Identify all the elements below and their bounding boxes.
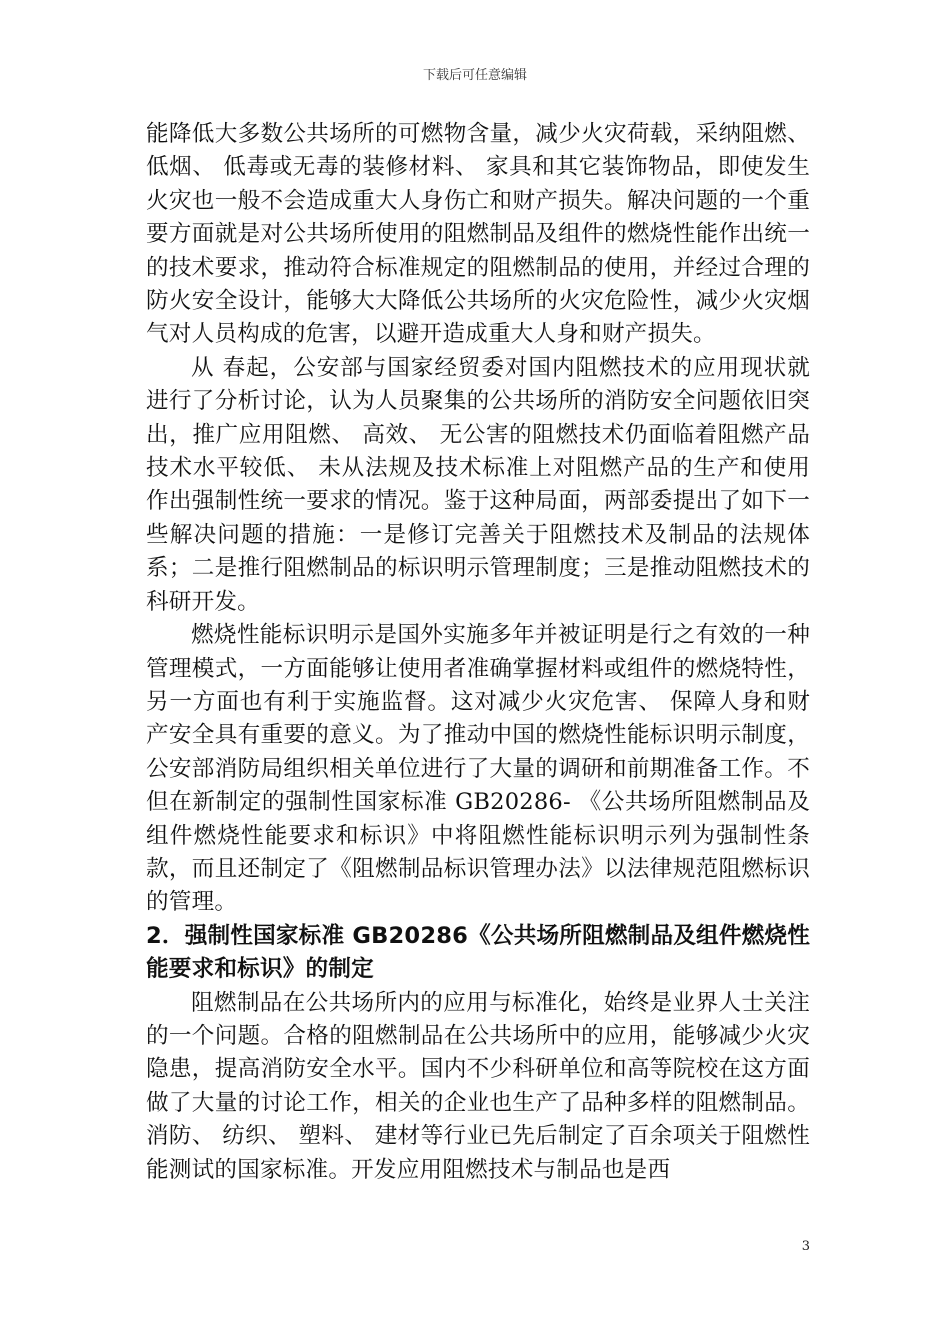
paragraph-4: 阻燃制品在公共场所内的应用与标准化，始终是业界人士关注的一个问题。合格的阻燃制品在公共场所中的应用，能够减少火灾隐患，提高消防安全水平。国内不少科研单位和高等院校在这方面做了大量的讨论工作，相关的企业也生产了品种多样的阻燃制品。消防、 纺织、 塑料、 建材等行业已先后制定了百余项关于阻燃性能测试的国家标准。开发应用阻燃技术与制品也是西 (146, 989, 810, 1183)
paragraph-3: 燃烧性能标识明示是国外实施多年并被证明是行之有效的一种管理模式，一方面能够让使用者准确掌握材料或组件的燃烧特性，另一方面也有利于实施监督。这对减少火灾危害、 保障人身和财产安全具有重要的意义。为了推动中国的燃烧性能标识明示制度，公安部消防局组织相关单位进行了大量的调研和前期准备工作。不但在新制定的强制性国家标准 GB20286- 《公共场所阻燃制品及组件燃烧性能要求和标识》中将阻燃性能标识明示列为强制性条款，而且还制定了《阻燃制品标识管理办法》以法律规范阻燃标识的管理。 (146, 622, 810, 916)
section-heading: 2．强制性国家标准 GB20286《公共场所阻燃制品及组件燃烧性能要求和标识》的制定 (146, 922, 811, 983)
document-body (146, 118, 810, 1187)
page-number: 3 (801, 1239, 810, 1254)
paragraph-2: 从 春起，公安部与国家经贸委对国内阻燃技术的应用现状就进行了分析讨论，认为人员聚集的公共场所的消防安全问题依旧突出，推广应用阻燃、 高效、 无公害的阻燃技术仍面临着阻燃产品技术水平较低、 未从法规及技术标准上对阻燃产品的生产和使用作出强制性统一要求的情况。鉴于这种局面，两部委提出了如下一些解决问题的措施：一是修订完善关于阻燃技术及制品的法规体系；二是推行阻燃制品的标识明示管理制度；三是推动阻燃技术的科研开发。 (146, 354, 810, 615)
paragraph-1: 能降低大多数公共场所的可燃物含量，减少火灾荷载，采纳阻燃、 低烟、 低毒或无毒的装修材料、 家具和其它装饰物品，即使发生火灾也一般不会造成重大人身伤亡和财产损失。解决问题的一个重要方面就是对公共场所使用的阻燃制品及组件的燃烧性能作出统一的技术要求，推动符合标准规定的阻燃制品的使用，并经过合理的防火安全设计，能够大大降低公共场所的火灾危险性，减少火灾烟气对人员构成的危害，以避开造成重大人身和财产损失。 (146, 121, 810, 348)
page-header: 下载后可任意编辑 (422, 68, 527, 83)
